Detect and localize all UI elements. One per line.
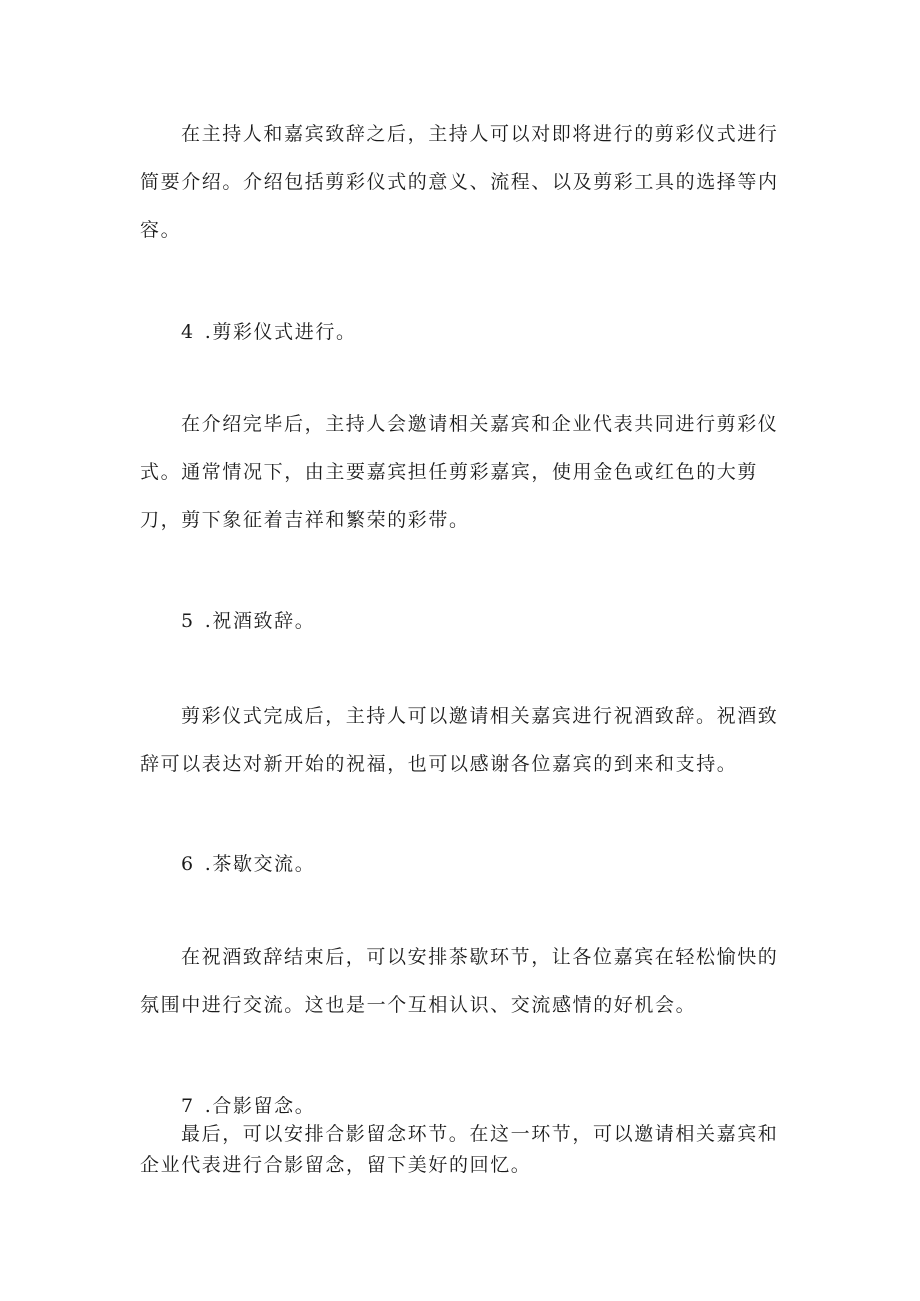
- section-number: 5: [181, 610, 195, 632]
- section-title: .祝酒致辞。: [204, 610, 316, 632]
- paragraph-tea-break: 在祝酒致辞结束后，可以安排茶歇环节，让各位嘉宾在轻松愉快的氛围中进行交流。这也是一个互相认识、交流感情的好机会。: [140, 946, 779, 1016]
- section-title: .合影留念。: [204, 1095, 316, 1117]
- section-number: 6: [181, 853, 195, 875]
- paragraph-toast-speech: 剪彩仪式完成后，主持人可以邀请相关嘉宾进行祝酒致辞。祝酒致辞可以表达对新开始的祝福，也可以感谢各位嘉宾的到来和支持。: [140, 705, 779, 775]
- section-title: .茶歇交流。: [204, 853, 316, 875]
- section-number: 4: [181, 321, 195, 343]
- section-heading-6: [181, 850, 315, 878]
- section-title: .剪彩仪式进行。: [204, 321, 357, 343]
- paragraph-ceremony-intro: 在主持人和嘉宾致辞之后，主持人可以对即将进行的剪彩仪式进行简要介绍。介绍包括剪彩仪式的意义、流程、以及剪彩工具的选择等内容。: [140, 123, 779, 241]
- section-number: 7: [181, 1095, 195, 1117]
- section-heading-5: [181, 607, 315, 635]
- paragraph-group-photo: 最后，可以安排合影留念环节。在这一环节，可以邀请相关嘉宾和企业代表进行合影留念，留下美好的回忆。: [140, 1123, 779, 1176]
- section-heading-7: [181, 1092, 315, 1120]
- section-heading-4: [181, 318, 357, 346]
- paragraph-ribbon-cutting: 在介绍完毕后，主持人会邀请相关嘉宾和企业代表共同进行剪彩仪式。通常情况下，由主要嘉宾担任剪彩嘉宾，使用金色或红色的大剪刀，剪下象征着吉祥和繁荣的彩带。: [140, 413, 779, 531]
